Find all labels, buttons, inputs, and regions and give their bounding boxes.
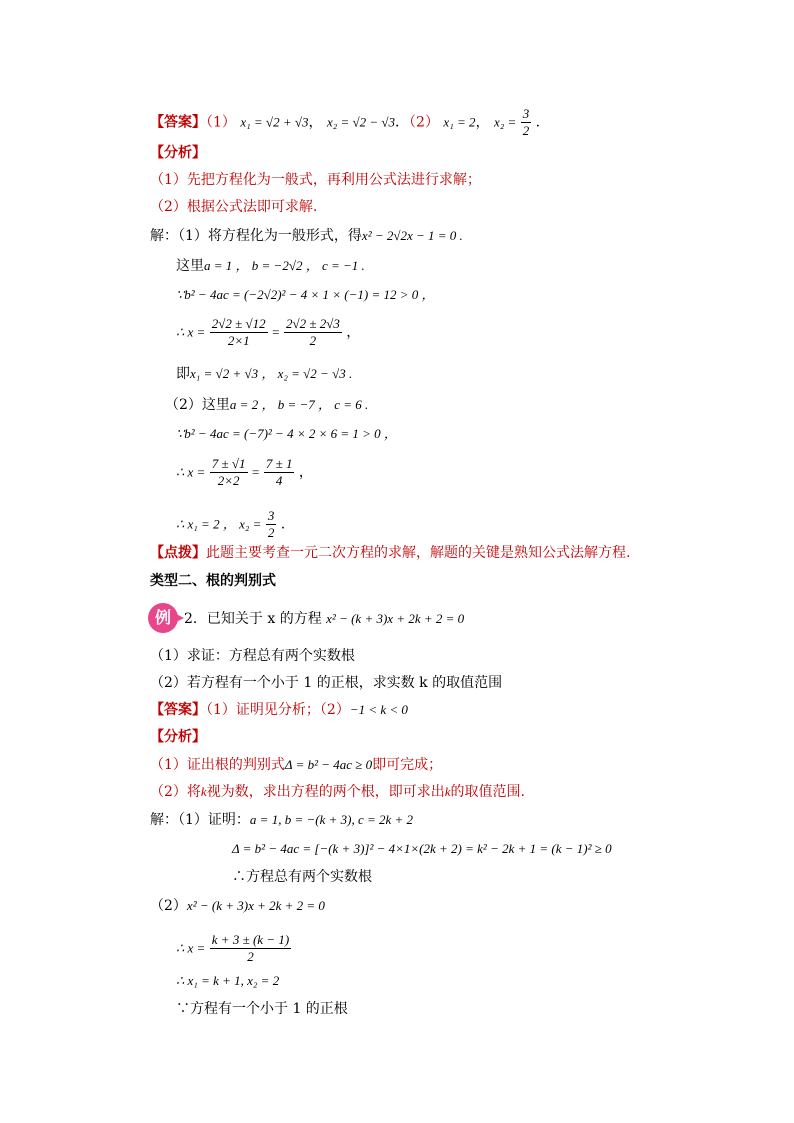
solution1-fraction-3 [210, 456, 248, 489]
fraction-numerator: k + 3 ± (k − 1) [211, 932, 290, 947]
solution1-line-7: ∴ x = $\frac{7 \pm √1}{2\times 2}$ = $\frac{7 \pm 1}{4}$ ， [176, 456, 313, 488]
solution1-head-text: 解：（1）将方程化为一般形式，得 [150, 228, 362, 244]
answer-part2-label: （2） [409, 114, 439, 131]
solution1-line-8-prefix: ∴ x₁ = 2 ， x₂ = [176, 516, 262, 532]
solution1-line-5 [165, 395, 368, 415]
fraction-numerator: 3 [267, 508, 275, 523]
solution1-line-4-prefix: 即 [176, 366, 190, 382]
analysis2-line-2-part-a: （2）将 [150, 784, 201, 800]
solution2-fraction [210, 932, 291, 965]
solution1-fraction-5 [266, 508, 277, 541]
analysis1-line-2: （2）根据公式法即可求解. [150, 199, 318, 215]
fraction-denominator: 2×1 [227, 333, 250, 348]
solution1-line-7-prefix: ∴ x = [176, 464, 206, 480]
dianbo-label: 【点拨】 [150, 545, 206, 561]
analysis2-line-2-part-c: 的取值范围. [450, 784, 525, 800]
solution2-line-6: ∵方程有一个小于 1 的正根 [176, 1001, 348, 1017]
analysis2-variable-k: k [200, 784, 207, 799]
solution1-fraction-4 [264, 456, 295, 489]
solution1-line-8: ∴ x₁ = 2 ， x₂ = $\frac{3}{2}$ . [176, 508, 286, 540]
solution1-line-6: ∵b² − 4ac = (−7)² − 4 × 2 × 6 = 1 > 0 ， [176, 426, 397, 441]
answer-x1: x₁ = √2 + √3 [240, 114, 309, 130]
analysis2-variable-k: k [444, 784, 451, 799]
fraction-denominator: 2 [522, 123, 530, 138]
example-stem-text: 2．已知关于 x 的方程 [184, 611, 322, 627]
example-stem [184, 609, 464, 629]
fraction-numerator: 2√2 ± 2√3 [285, 316, 340, 331]
solution2-line-3-equation: x² − (k + 3)x + 2k + 2 = 0 [186, 898, 325, 913]
solution2-head [150, 810, 413, 830]
solution2-line-2: ∴方程总有两个实数根 [232, 869, 372, 885]
solution1-line-4 [176, 364, 352, 384]
solution2-line-4 [176, 932, 291, 965]
section-title: 类型二、根的判别式 [150, 573, 276, 589]
analysis2-line-2-part-b: 视为数，求出方程的两个根，即可求出 [206, 784, 445, 800]
answer-x2: x₂ = √2 − √3 [326, 114, 396, 130]
analysis2-line-1-prefix: （1）证出根的判别式 [150, 757, 285, 773]
solution2-head-equation: a = 1, b = −(k + 3), c = 2k + 2 [249, 812, 414, 827]
answer-x1b: x₁ = 2 [443, 114, 476, 130]
answer2-equation: −1 < k < 0 [349, 702, 408, 717]
answer-label: 【答案】 [150, 114, 206, 131]
example-stem-equation: x² − (k + 3)x + 2k + 2 = 0 [326, 611, 465, 626]
solution2-head-text: 解：（1）证明： [150, 812, 250, 828]
solution2-line-1: Δ = b² − 4ac = [−(k + 3)]² − 4×1×(2k + 2) = k² − 2k + 1 = (k − 1)² ≥ 0 [232, 841, 612, 856]
analysis-label-2: 【分析】 [150, 729, 206, 745]
analysis2-line-1-suffix: 即可完成； [372, 757, 443, 773]
solution1-fraction-2 [284, 316, 342, 349]
solution1-head [150, 226, 463, 246]
fraction-denominator: 4 [275, 473, 283, 488]
solution2-line-3-prefix: （2） [150, 898, 187, 914]
solution1-line-5-equation: a = 2 ， b = −7 ， c = 6 . [229, 397, 369, 412]
solution2-line-4-prefix: ∴ x = [176, 940, 206, 956]
analysis2-line-2 [150, 782, 525, 802]
solution2-line-3 [150, 896, 325, 916]
solution1-line-2: ∵b² − 4ac = (−2√2)² − 4 × 1 × (−1) = 12 > 0 ， [176, 287, 435, 302]
answer-line-1: 【答案】（1） x₁ = √2 + √3， x₂ = √2 − √3．（2） x₁ = 2， x₂ = $\frac{3}{2}$ . [150, 106, 541, 138]
solution2-line-5: ∴ x₁ = k + 1, x₂ = 2 [176, 973, 280, 988]
example-badge: 例 [148, 603, 178, 633]
answer2-text: （1）证明见分析；（2） [206, 702, 350, 718]
solution1-line-1-prefix: 这里 [176, 258, 204, 274]
answer-x2b-pre: x₂ = [493, 114, 517, 130]
fraction-denominator: 2 [267, 525, 275, 540]
fraction-numerator: 2√2 ± √12 [211, 316, 266, 331]
answer-x2b-fraction [521, 106, 532, 139]
dianbo-text: 此题主要考查一元二次方程的求解，解题的关键是熟知公式法解方程. [206, 545, 631, 561]
solution1-line-1 [176, 256, 365, 276]
fraction-numerator: 7 ± 1 [265, 456, 293, 471]
answer-part1-label: （1） [206, 114, 236, 131]
solution1-head-equation: x² − 2√2x − 1 = 0 . [361, 228, 463, 243]
example-question-2: （2）若方程有一个小于 1 的正根，求实数 k 的取值范围 [150, 675, 503, 691]
answer-label: 【答案】 [150, 702, 206, 718]
solution1-line-3: ∴ x = $\frac{2√2 \pm √12}{2\times 1}$ = $\frac{2√2 \pm 2√3}{2}$ ， [176, 316, 361, 348]
fraction-numerator: 3 [522, 106, 530, 121]
analysis-label-1: 【分析】 [150, 145, 206, 161]
fraction-denominator: 2 [309, 333, 317, 348]
solution1-fraction-1 [210, 316, 268, 349]
solution1-line-1-equation: a = 1 ， b = −2√2 ， c = −1 . [204, 258, 365, 273]
fraction-numerator: 7 ± √1 [211, 456, 246, 471]
example-question-1: （1）求证：方程总有两个实数根 [150, 648, 355, 664]
dianbo-line [150, 543, 630, 563]
answer-line-2 [150, 700, 408, 720]
analysis2-line-1-equation: Δ = b² − 4ac ≥ 0 [284, 757, 373, 772]
fraction-denominator: 2×2 [217, 473, 240, 488]
analysis2-line-1 [150, 755, 442, 775]
solution1-line-4-equation: x₁ = √2 + √3 ， x₂ = √2 − √3 . [190, 366, 353, 381]
solution1-line-3-prefix: ∴ x = [176, 324, 206, 340]
analysis1-line-1: （1）先把方程化为一般式，再利用公式法进行求解； [150, 172, 481, 188]
solution1-line-5-prefix: （2）这里 [165, 397, 230, 413]
fraction-denominator: 2 [247, 949, 254, 964]
